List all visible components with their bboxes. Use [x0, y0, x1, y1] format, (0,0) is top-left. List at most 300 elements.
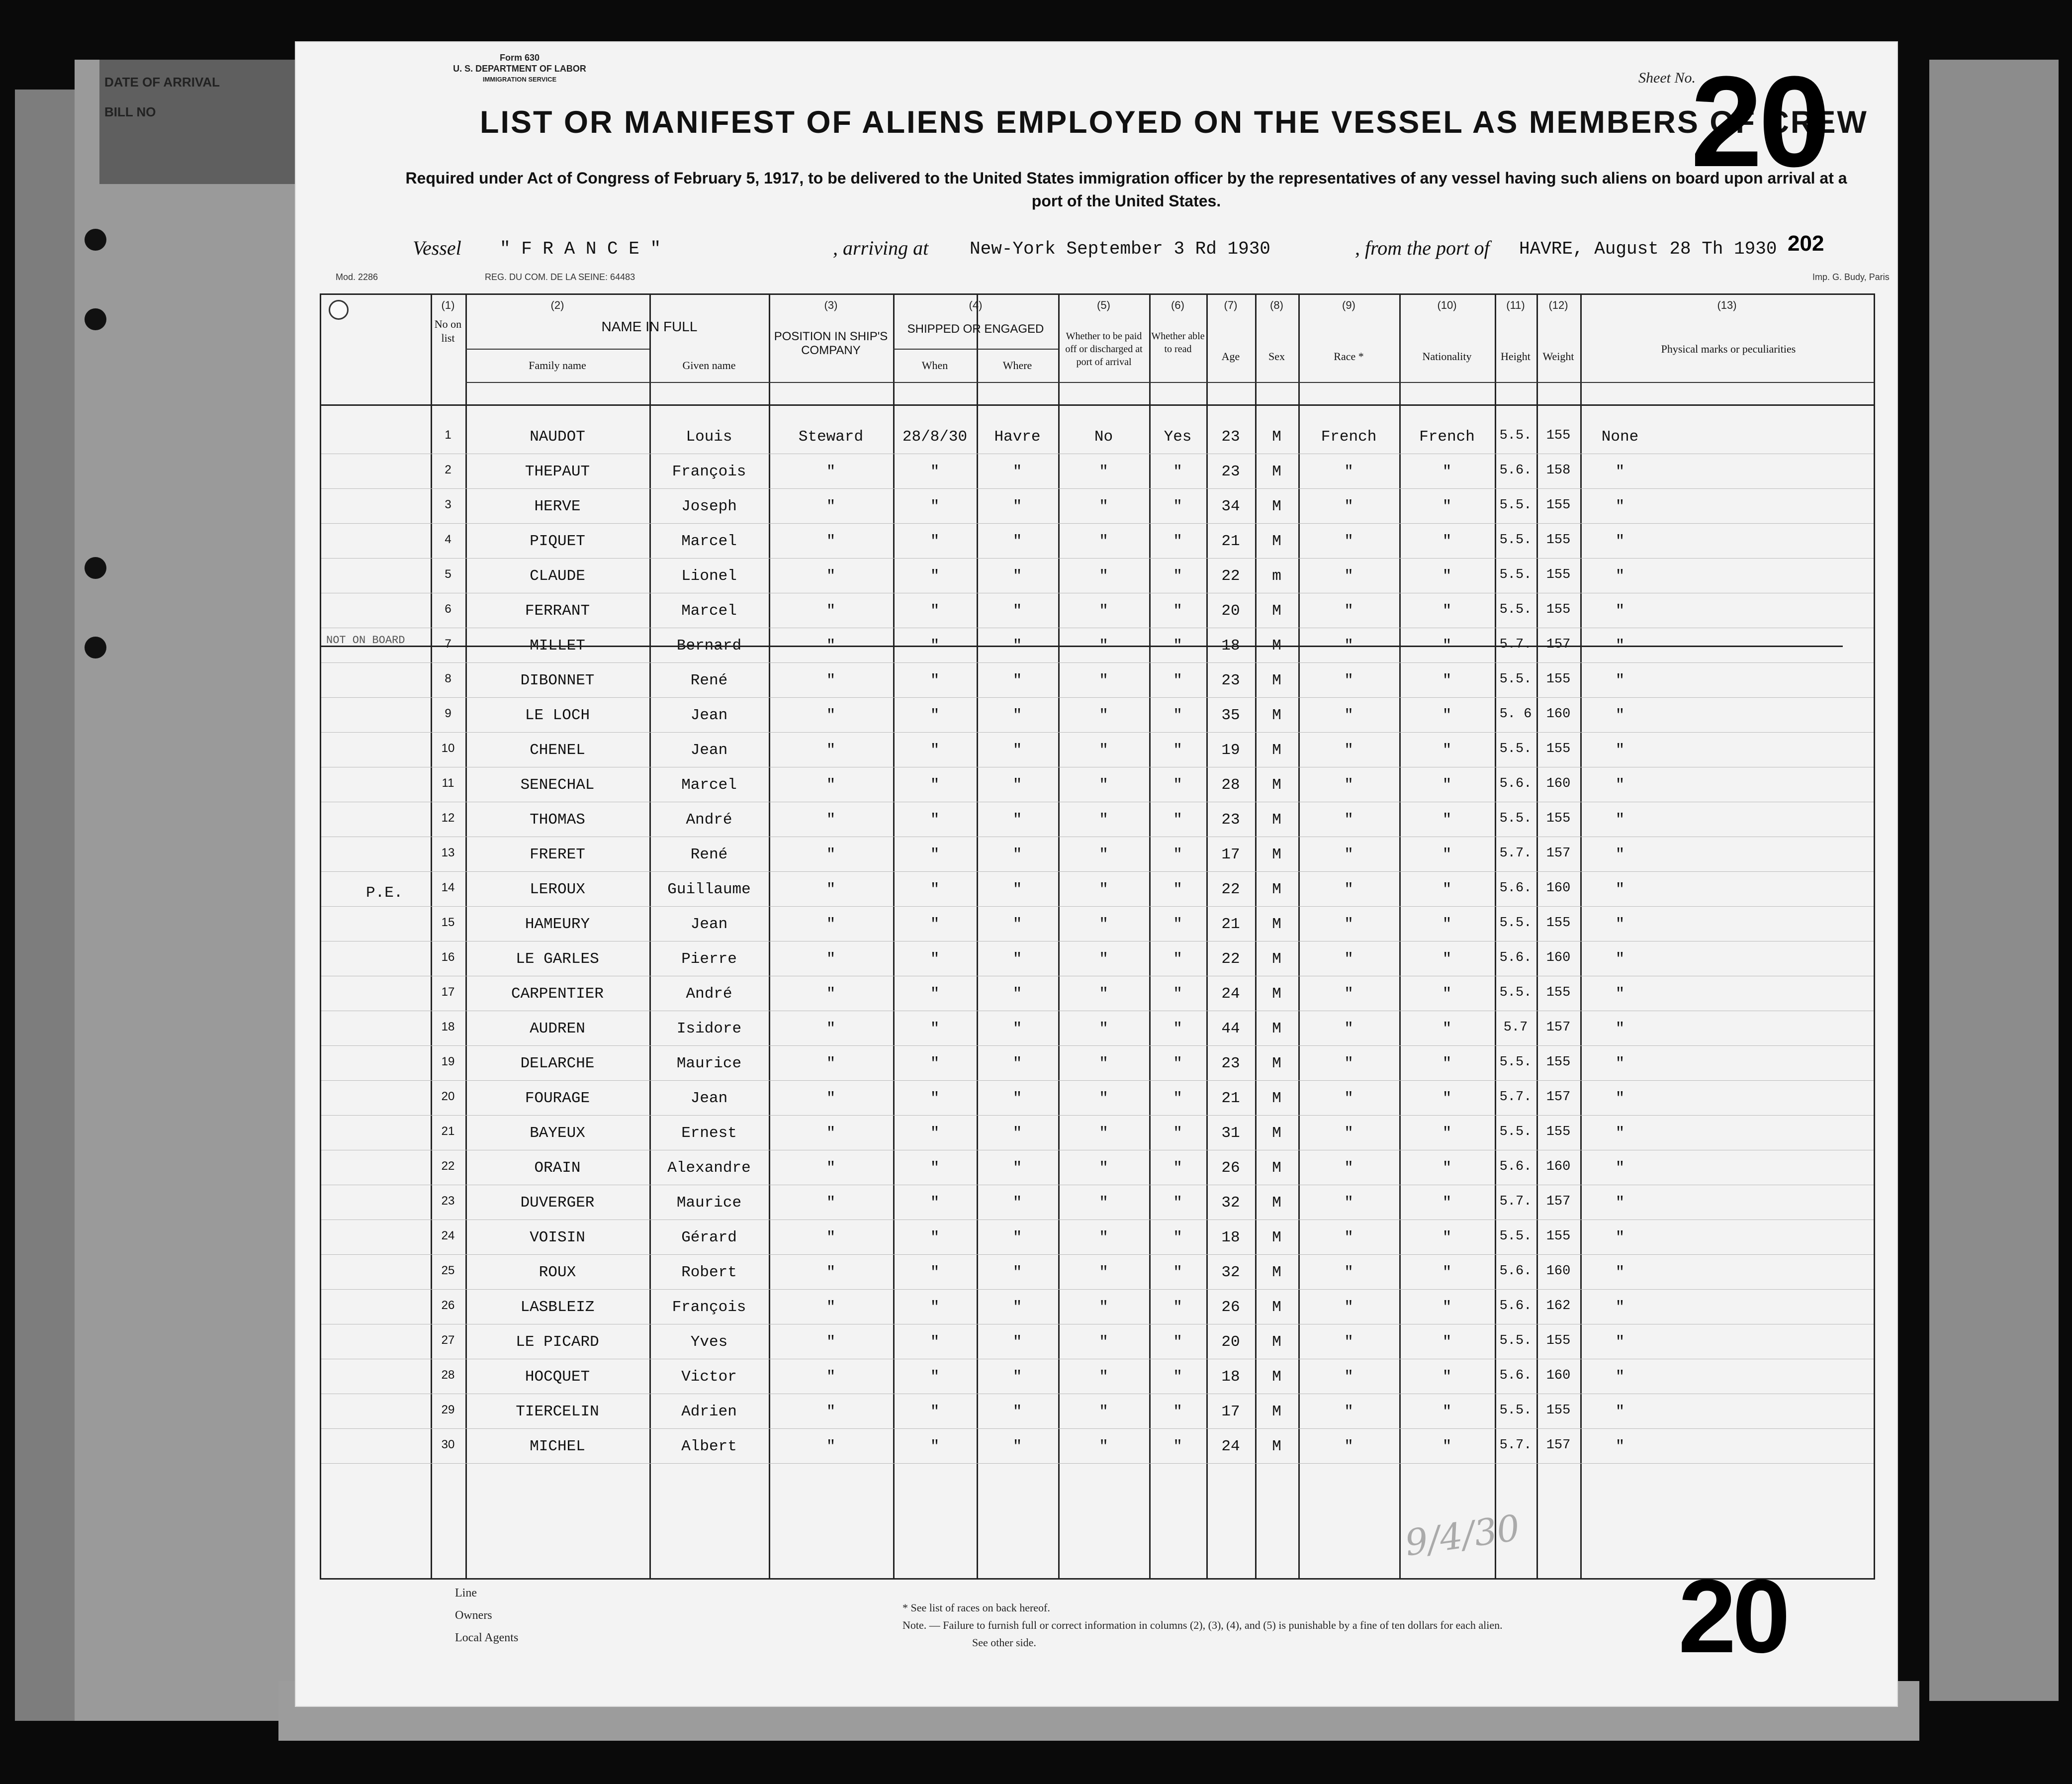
cell-height: 5.7. — [1499, 1438, 1532, 1453]
cell-read: " — [1173, 916, 1182, 933]
cell-height: 5.7 — [1503, 1020, 1528, 1035]
cell-marks: None — [1601, 428, 1639, 446]
cell-family: LE LOCH — [525, 707, 590, 724]
cell-position: " — [826, 881, 836, 898]
cell-race: " — [1344, 742, 1353, 759]
cell-race: " — [1344, 881, 1353, 898]
cell-age: 23 — [1221, 811, 1240, 829]
sheet-label: Sheet No. — [1638, 70, 1696, 86]
cell-where: " — [1012, 567, 1022, 585]
cell-read: " — [1173, 811, 1182, 829]
cell-when: " — [930, 567, 940, 585]
table-row — [321, 1290, 1874, 1324]
cell-read: " — [1173, 1194, 1182, 1212]
cell-read: " — [1173, 707, 1182, 724]
cell-nat: French — [1419, 428, 1475, 446]
cell-sex: M — [1272, 881, 1281, 898]
cell-family: LE GARLES — [516, 950, 599, 968]
cell-paid: " — [1099, 1159, 1108, 1177]
cell-no: 20 — [441, 1090, 455, 1103]
cell-read: " — [1173, 498, 1182, 515]
cell-marks: " — [1615, 1368, 1625, 1386]
table-row — [321, 698, 1874, 733]
cell-height: 5. 6 — [1499, 707, 1532, 722]
cell-age: 26 — [1221, 1159, 1240, 1177]
cell-where: " — [1012, 1125, 1022, 1142]
underlying-page-strip — [75, 60, 333, 1721]
cell-position: " — [826, 1090, 836, 1107]
cell-nat: " — [1442, 1403, 1452, 1420]
cell-read: " — [1173, 1055, 1182, 1072]
cell-read: " — [1173, 985, 1182, 1003]
cell-age: 23 — [1221, 672, 1240, 689]
cell-nat: " — [1442, 985, 1452, 1003]
cell-nat: " — [1442, 916, 1452, 933]
cell-where: " — [1012, 637, 1022, 655]
table-row — [321, 1359, 1874, 1394]
cell-height: 5.5. — [1499, 1055, 1532, 1070]
signature-date: 9/4/30 — [1402, 1506, 1523, 1564]
cell-family: CHENEL — [530, 742, 585, 759]
cell-sex: M — [1272, 1299, 1281, 1316]
cell-marks: " — [1615, 707, 1625, 724]
cell-no: 23 — [441, 1194, 455, 1208]
cell-when: 28/8/30 — [902, 428, 968, 446]
cell-family: DUVERGER — [520, 1194, 595, 1212]
agents-label: Local Agents — [455, 1631, 519, 1644]
col4-header: SHIPPED OR ENGAGED — [907, 322, 1044, 336]
page-subtitle: Required under Act of Congress of February 5, 1917, to be delivered to the United States immigration officer by the representatives of any vessel having such aliens on board upon arrival at a port of the United States. — [405, 169, 1847, 210]
cell-paid: " — [1099, 742, 1108, 759]
cell-given: René — [690, 846, 728, 863]
cell-marks: " — [1615, 1333, 1625, 1351]
crew-table — [320, 293, 1875, 1580]
col4-number: (4) — [969, 299, 983, 311]
cell-marks: " — [1615, 1403, 1625, 1420]
cell-sex: m — [1272, 567, 1281, 585]
cell-position: Steward — [798, 428, 864, 446]
cell-marks: " — [1615, 742, 1625, 759]
col10-header: Nationality — [1422, 350, 1472, 363]
cell-sex: M — [1272, 533, 1281, 550]
cell-nat: " — [1442, 881, 1452, 898]
cell-nat: " — [1442, 1194, 1452, 1212]
cell-read: " — [1173, 1403, 1182, 1420]
cell-age: 26 — [1221, 1299, 1240, 1316]
cell-weight: 155 — [1546, 742, 1571, 756]
from-value: HAVRE, August 28 Th 1930 — [1519, 239, 1777, 259]
cell-family: FRERET — [530, 846, 585, 863]
cell-position: " — [826, 1264, 836, 1281]
col10-number: (10) — [1437, 299, 1457, 311]
col13-header: Physical marks or peculiarities — [1661, 343, 1796, 355]
table-row — [321, 802, 1874, 837]
cell-when: " — [930, 463, 940, 480]
cell-height: 5.5. — [1499, 672, 1532, 687]
cell-when: " — [930, 881, 940, 898]
cell-family: ROUX — [539, 1264, 576, 1281]
cell-marks: " — [1615, 1090, 1625, 1107]
vessel-label: Vessel — [413, 237, 461, 259]
cell-age: 23 — [1221, 463, 1240, 480]
cell-marks: " — [1615, 1125, 1625, 1142]
cell-family: AUDREN — [530, 1020, 585, 1037]
cell-paid: " — [1099, 1090, 1108, 1107]
cell-weight: 155 — [1546, 1403, 1571, 1418]
cell-no: 29 — [441, 1403, 455, 1416]
cell-marks: " — [1615, 672, 1625, 689]
underlying-page-right — [1929, 60, 2059, 1701]
cell-when: " — [930, 776, 940, 794]
cell-race: " — [1344, 811, 1353, 829]
cell-when: " — [930, 742, 940, 759]
cell-position: " — [826, 1159, 836, 1177]
cell-race: " — [1344, 637, 1353, 655]
cell-no: 19 — [441, 1055, 455, 1068]
table-row — [321, 1116, 1874, 1150]
cell-where: " — [1012, 1403, 1022, 1420]
cell-weight: 155 — [1546, 602, 1571, 617]
cell-paid: " — [1099, 567, 1108, 585]
arriving-value: New-York September 3 Rd 1930 — [970, 239, 1270, 259]
cell-height: 5.6. — [1499, 1264, 1532, 1279]
cell-family: PIQUET — [530, 533, 585, 550]
cell-when: " — [930, 1264, 940, 1281]
cell-nat: " — [1442, 1368, 1452, 1386]
cell-position: " — [826, 1403, 836, 1420]
cell-age: 18 — [1221, 637, 1240, 655]
cell-nat: " — [1442, 637, 1452, 655]
cell-age: 32 — [1221, 1194, 1240, 1212]
cell-no: 15 — [441, 916, 455, 929]
cell-race: " — [1344, 1403, 1353, 1420]
cell-race: " — [1344, 1194, 1353, 1212]
cell-marks: " — [1615, 1055, 1625, 1072]
strikethrough-line — [321, 646, 1843, 647]
cell-sex: M — [1272, 1125, 1281, 1142]
cell-nat: " — [1442, 1229, 1452, 1246]
cell-height: 5.5. — [1499, 985, 1532, 1000]
cell-where: " — [1012, 811, 1022, 829]
cell-read: Yes — [1164, 428, 1192, 446]
cell-when: " — [930, 916, 940, 933]
cell-where: " — [1012, 742, 1022, 759]
cell-age: 20 — [1221, 1333, 1240, 1351]
cell-family: MILLET — [530, 637, 585, 655]
cell-family: NAUDOT — [530, 428, 585, 446]
cell-age: 22 — [1221, 567, 1240, 585]
cell-no: 13 — [441, 846, 455, 859]
cell-paid: " — [1099, 672, 1108, 689]
cell-where: " — [1012, 776, 1022, 794]
cell-sex: M — [1272, 602, 1281, 620]
cell-sex: M — [1272, 707, 1281, 724]
cell-family: FERRANT — [525, 602, 590, 620]
page-title: LIST OR MANIFEST OF ALIENS EMPLOYED ON THE VESSEL AS MEMBERS OF CREW — [480, 105, 1868, 140]
cell-height: 5.7. — [1499, 637, 1532, 652]
cell-given: Pierre — [681, 950, 737, 968]
cell-age: 23 — [1221, 428, 1240, 446]
cell-paid: " — [1099, 1368, 1108, 1386]
cell-family: THOMAS — [530, 811, 585, 829]
cell-weight: 157 — [1546, 637, 1571, 652]
cell-nat: " — [1442, 811, 1452, 829]
cell-height: 5.6. — [1499, 1159, 1532, 1174]
cell-read: " — [1173, 1438, 1182, 1455]
cell-given: Adrien — [681, 1403, 737, 1420]
cell-height: 5.5. — [1499, 742, 1532, 756]
sheet-number: 20 — [1691, 50, 1827, 194]
cell-position: " — [826, 602, 836, 620]
cell-no: 11 — [442, 776, 454, 790]
cell-where: " — [1012, 498, 1022, 515]
cell-nat: " — [1442, 533, 1452, 550]
manifest-sheet — [296, 42, 1897, 1706]
cell-height: 5.5. — [1499, 498, 1532, 513]
cell-paid: " — [1099, 533, 1108, 550]
cell-nat: " — [1442, 1055, 1452, 1072]
cell-where: " — [1012, 1055, 1022, 1072]
cell-race: " — [1344, 707, 1353, 724]
stub-date-label: DATE OF ARRIVAL — [104, 75, 220, 90]
cell-where: " — [1012, 1368, 1022, 1386]
cell-given: Guillaume — [667, 881, 751, 898]
cell-paid: " — [1099, 985, 1108, 1003]
cell-when: " — [930, 1403, 940, 1420]
cell-where: Havre — [994, 428, 1041, 446]
cell-sex: M — [1272, 428, 1281, 446]
table-row — [321, 1046, 1874, 1081]
cell-no: 7 — [445, 637, 451, 651]
punch-mark — [329, 300, 349, 320]
col7-number: (7) — [1224, 299, 1238, 311]
cell-marks: " — [1615, 1229, 1625, 1246]
cell-marks: " — [1615, 1438, 1625, 1455]
cell-read: " — [1173, 602, 1182, 620]
cell-read: " — [1173, 846, 1182, 863]
cell-marks: " — [1615, 463, 1625, 480]
cell-position: " — [826, 707, 836, 724]
cell-when: " — [930, 1299, 940, 1316]
cell-when: " — [930, 533, 940, 550]
cell-height: 5.5. — [1499, 1333, 1532, 1348]
table-row — [321, 1185, 1874, 1220]
cell-race: " — [1344, 1264, 1353, 1281]
cell-when: " — [930, 1368, 940, 1386]
cell-position: " — [826, 846, 836, 863]
cell-family: HERVE — [534, 498, 581, 515]
cell-race: " — [1344, 916, 1353, 933]
table-row — [321, 1394, 1874, 1429]
table-row — [321, 1324, 1874, 1359]
cell-weight: 155 — [1546, 1055, 1571, 1070]
cell-position: " — [826, 950, 836, 968]
cell-paid: " — [1099, 463, 1108, 480]
cell-race: " — [1344, 1090, 1353, 1107]
col5-header: Whether to be paid off or discharged at port of arrival — [1065, 331, 1143, 368]
cell-no: 12 — [441, 811, 455, 825]
cell-where: " — [1012, 1159, 1022, 1177]
cell-marks: " — [1615, 1194, 1625, 1212]
cell-weight: 155 — [1546, 916, 1571, 931]
cell-paid: " — [1099, 498, 1108, 515]
cell-no: 4 — [445, 533, 451, 546]
cell-where: " — [1012, 1090, 1022, 1107]
cell-where: " — [1012, 985, 1022, 1003]
cell-weight: 155 — [1546, 1333, 1571, 1348]
cell-weight: 160 — [1546, 950, 1571, 965]
cell-nat: " — [1442, 1159, 1452, 1177]
cell-sex: M — [1272, 463, 1281, 480]
sheet-number-bottom: 20 — [1678, 1558, 1787, 1675]
line-label: Line — [455, 1587, 477, 1599]
cell-given: Victor — [681, 1368, 737, 1386]
cell-where: " — [1012, 1264, 1022, 1281]
cell-when: " — [930, 1333, 940, 1351]
cell-race: " — [1344, 950, 1353, 968]
cell-height: 5.5. — [1499, 567, 1532, 582]
cell-paid: " — [1099, 881, 1108, 898]
col8-number: (8) — [1270, 299, 1283, 311]
department-name: U. S. DEPARTMENT OF LABOR — [453, 64, 586, 74]
cell-given: Isidore — [676, 1020, 742, 1037]
cell-weight: 157 — [1546, 1438, 1571, 1453]
cell-read: " — [1173, 1333, 1182, 1351]
cell-family: DIBONNET — [520, 672, 595, 689]
cell-race: " — [1344, 1333, 1353, 1351]
table-row — [321, 941, 1874, 976]
cell-paid: " — [1099, 916, 1108, 933]
table-row — [321, 733, 1874, 767]
printer-credit: Imp. G. Budy, Paris — [1812, 272, 1890, 282]
cell-given: Alexandre — [667, 1159, 751, 1177]
cell-given: François — [672, 463, 746, 480]
cell-no: 21 — [441, 1125, 455, 1138]
cell-marks: " — [1615, 776, 1625, 794]
cell-sex: M — [1272, 1194, 1281, 1212]
cell-read: " — [1173, 1020, 1182, 1037]
cell-no: 14 — [441, 881, 455, 894]
cell-age: 19 — [1221, 742, 1240, 759]
cell-sex: M — [1272, 1159, 1281, 1177]
cell-age: 22 — [1221, 950, 1240, 968]
binder-hole — [85, 637, 106, 658]
cell-race: " — [1344, 1368, 1353, 1386]
pe-note: P.E. — [366, 884, 403, 902]
cell-paid: " — [1099, 811, 1108, 829]
races-note: * See list of races on back hereof. — [902, 1601, 1050, 1614]
cell-marks: " — [1615, 602, 1625, 620]
cell-given: Albert — [681, 1438, 737, 1455]
cell-paid: No — [1094, 428, 1113, 446]
cell-when: " — [930, 1438, 940, 1455]
col11-header: Height — [1501, 350, 1531, 363]
cell-read: " — [1173, 776, 1182, 794]
cell-when: " — [930, 1125, 940, 1142]
cell-family: LASBLEIZ — [520, 1299, 595, 1316]
cell-where: " — [1012, 1020, 1022, 1037]
cell-height: 5.6. — [1499, 1299, 1532, 1314]
cell-marks: " — [1615, 1299, 1625, 1316]
table-row — [321, 1150, 1874, 1185]
cell-when: " — [930, 637, 940, 655]
cell-age: 21 — [1221, 533, 1240, 550]
cell-where: " — [1012, 1438, 1022, 1455]
cell-race: " — [1344, 1299, 1353, 1316]
cell-race: " — [1344, 1159, 1353, 1177]
cell-read: " — [1173, 1299, 1182, 1316]
cell-sex: M — [1272, 1333, 1281, 1351]
cell-height: 5.5. — [1499, 1125, 1532, 1139]
cell-paid: " — [1099, 846, 1108, 863]
cell-paid: " — [1099, 1194, 1108, 1212]
table-row — [321, 419, 1874, 454]
cell-no: 24 — [441, 1229, 455, 1242]
cell-age: 24 — [1221, 1438, 1240, 1455]
cell-given: François — [672, 1299, 746, 1316]
cell-family: HOCQUET — [525, 1368, 590, 1386]
cell-age: 18 — [1221, 1368, 1240, 1386]
cell-given: Maurice — [676, 1194, 742, 1212]
cell-family: BAYEUX — [530, 1125, 585, 1142]
cell-given: Gérard — [681, 1229, 737, 1246]
cell-height: 5.5. — [1499, 602, 1532, 617]
table-row — [321, 907, 1874, 941]
cell-age: 22 — [1221, 881, 1240, 898]
cell-sex: M — [1272, 1090, 1281, 1107]
cell-no: 8 — [445, 672, 451, 685]
table-row — [321, 489, 1874, 524]
table-row — [321, 1220, 1874, 1255]
cell-race: " — [1344, 463, 1353, 480]
col5-number: (5) — [1097, 299, 1110, 311]
cell-weight: 157 — [1546, 1090, 1571, 1105]
col9-number: (9) — [1342, 299, 1355, 311]
cell-sex: M — [1272, 1264, 1281, 1281]
cell-race: " — [1344, 602, 1353, 620]
cell-height: 5.6. — [1499, 1368, 1532, 1383]
cell-when: " — [930, 498, 940, 515]
cell-read: " — [1173, 1229, 1182, 1246]
cell-height: 5.6. — [1499, 950, 1532, 965]
cell-race: " — [1344, 1020, 1353, 1037]
service-name: IMMIGRATION SERVICE — [482, 76, 557, 83]
cell-height: 5.5. — [1499, 811, 1532, 826]
cell-family: FOURAGE — [525, 1090, 590, 1107]
binder-hole — [85, 308, 106, 330]
cell-when: " — [930, 1194, 940, 1212]
cell-weight: 160 — [1546, 1264, 1571, 1279]
not-on-board-note: NOT ON BOARD — [326, 634, 405, 647]
cell-weight: 155 — [1546, 428, 1571, 443]
cell-paid: " — [1099, 602, 1108, 620]
cell-marks: " — [1615, 811, 1625, 829]
arrival-stub — [99, 60, 328, 184]
cell-no: 25 — [441, 1264, 455, 1277]
cell-paid: " — [1099, 1333, 1108, 1351]
cell-sex: M — [1272, 637, 1281, 655]
cell-sex: M — [1272, 498, 1281, 515]
col1-number: (1) — [441, 299, 455, 311]
table-row — [321, 663, 1874, 698]
cell-position: " — [826, 1125, 836, 1142]
cell-read: " — [1173, 742, 1182, 759]
cell-weight: 155 — [1546, 498, 1571, 513]
manifest-code: 202 — [1788, 231, 1824, 256]
cell-when: " — [930, 1229, 940, 1246]
cell-nat: " — [1442, 846, 1452, 863]
cell-position: " — [826, 742, 836, 759]
